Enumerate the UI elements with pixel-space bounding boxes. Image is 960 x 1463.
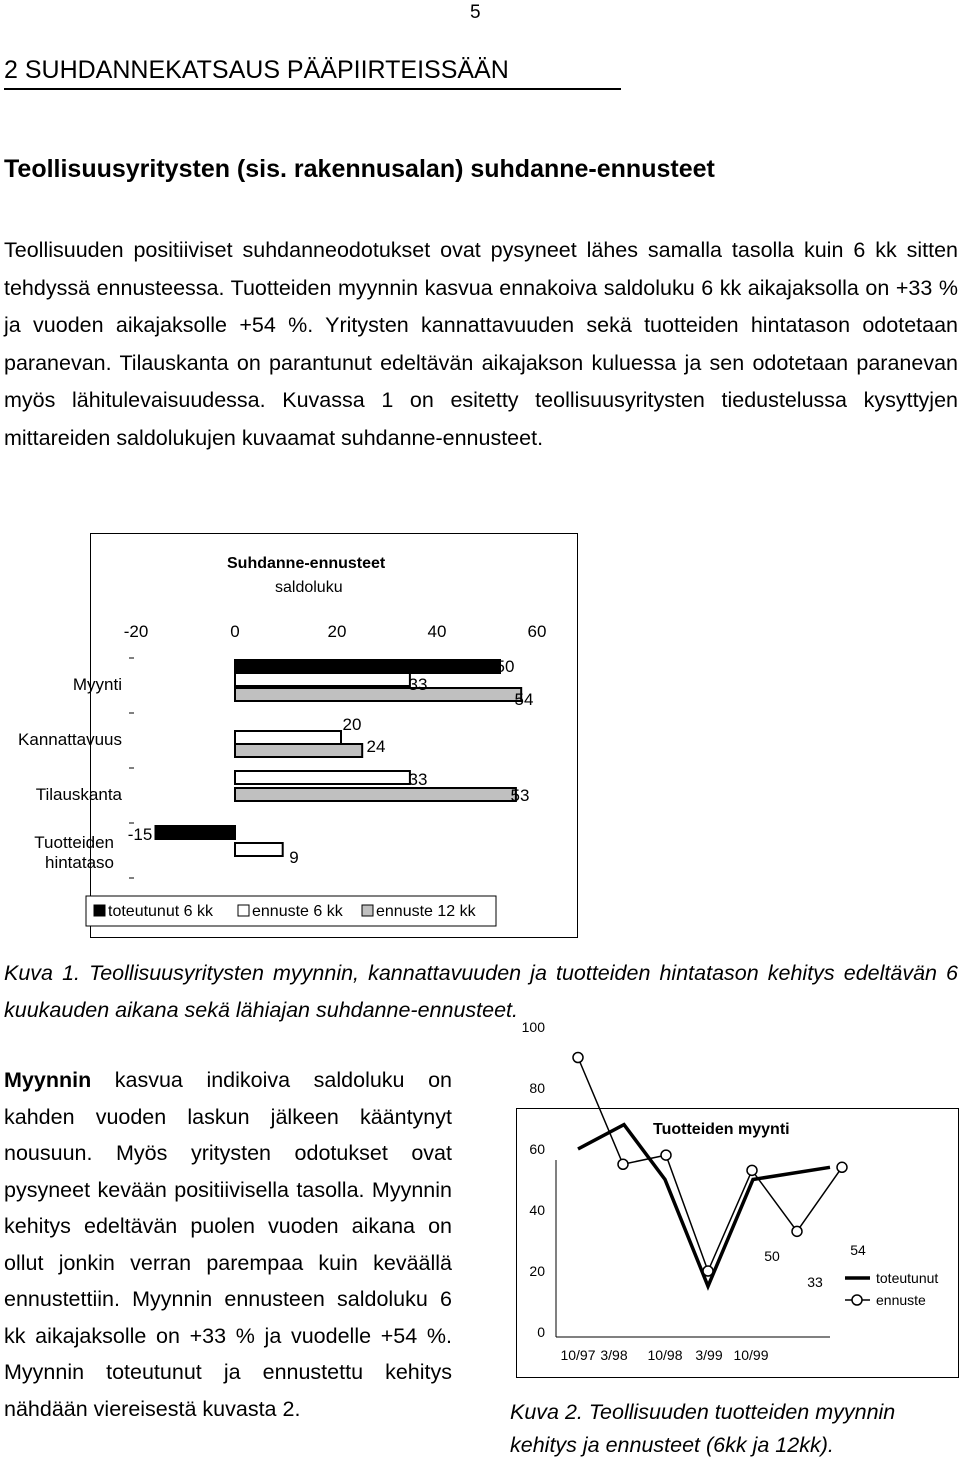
category-label: Tilauskanta	[35, 785, 122, 804]
figure1-caption: Kuva 1. Teollisuusyritysten myynnin, kannattavuuden ja tuotteiden hintatason kehitys edeltävän 6 kuukauden aikana sekä lähiajan suhdanne-ennusteet.	[4, 961, 958, 1022]
ennuste-point	[703, 1266, 713, 1276]
x-tick-label: 3/99	[695, 1347, 723, 1363]
section-heading: 2 SUHDANNEKATSAUS PÄÄPIIRTEISSÄÄN	[4, 56, 509, 84]
category-label: Myynti	[72, 675, 122, 694]
legend-label: toteutunut	[876, 1270, 939, 1286]
x-tick-label: -20	[123, 622, 149, 641]
sales-paragraph-text: kasvua indikoiva saldoluku on kahden vuoden laskun jälkeen kääntynyt nousuun. Myös yritysten odotukset ovat pysyneet kevään positiivisella tasolla. Myynnin kehitys edeltävän puolen vuoden aikana on ollut jonkin verran parempaa kuin keväällä ennustettiin. Myynnin ennusteen saldoluku 6 kk aikajaksolle on +33 % ja vuodelle +54 %. Myynnin toteutunut ja ennustettu kehitys nähdään viereisestä kuvasta 2.	[4, 1068, 452, 1421]
y-tick-label: 20	[529, 1263, 545, 1279]
category-label: hintataso	[45, 853, 114, 872]
x-tick-label: 0	[230, 622, 240, 641]
y-tick-label: 100	[521, 1019, 545, 1035]
x-tick-label: 3/98	[600, 1347, 628, 1363]
line-data-label: 54	[850, 1242, 866, 1258]
category-label: Tuotteiden	[34, 833, 114, 852]
figure2-title: Tuotteiden myynti	[653, 1121, 790, 1138]
bar-data-label: 9	[289, 848, 299, 867]
category-label: Kannattavuus	[18, 730, 122, 749]
bar-data-label: 24	[366, 737, 386, 756]
x-tick-label: 40	[427, 622, 447, 641]
ennuste-point	[661, 1150, 671, 1160]
ennuste-point	[792, 1226, 802, 1236]
bar-data-label: 33	[408, 770, 428, 789]
legend-label: ennuste 12 kk	[376, 903, 476, 920]
legend-label: ennuste	[876, 1292, 926, 1308]
y-tick-label: 40	[529, 1202, 545, 1218]
y-tick-label: 0	[537, 1324, 545, 1340]
x-tick-label: 60	[527, 622, 547, 641]
intro-paragraph: Teollisuuden positiiviset suhdanneodotukset ovat pysyneet lähes samalla tasolla kuin 6 kk sitten tehdyssä ennusteessa. Tuotteiden myynnin kasvua ennakoiva saldoluku 6 kk aikajaksolla on +33 % ja vuoden aikajaksolle +54 %. Yritysten kannattavuuden sekä tuotteiden hintatason odotetaan paranevan. Tilauskanta on parantunut edeltävän aikajakson kuluessa ja sen odotetaan paranevan myös lähitulevaisuudessa. Kuvassa 1 on esitetty teollisuusyritysten tiedustelussa kysyttyjen mittareiden saldolukujen kuvaamat suhdanne-ennusteet.	[4, 238, 958, 450]
x-tick-label: 20	[327, 622, 347, 641]
bar-data-label: 54	[514, 690, 534, 709]
line-data-label: 50	[764, 1248, 780, 1264]
ennuste-point	[573, 1053, 583, 1063]
bar-data-label: -15	[127, 825, 153, 844]
line-data-label: 33	[807, 1274, 823, 1290]
bar-data-label: 20	[342, 715, 362, 734]
legend-label: ennuste 6 kk	[252, 903, 343, 920]
ennuste-point	[747, 1165, 757, 1175]
x-tick-label: 10/97	[560, 1347, 596, 1363]
ennuste-point	[837, 1162, 847, 1172]
y-tick-label: 60	[529, 1141, 545, 1157]
x-tick-label: 10/99	[733, 1347, 769, 1363]
y-tick-label: 80	[529, 1080, 545, 1096]
figure2-caption: Kuva 2. Teollisuuden tuotteiden myynnin kehitys ja ennusteet (6kk ja 12kk).	[510, 1400, 896, 1457]
sales-lead-bold: Myynnin	[4, 1068, 92, 1092]
legend-marker-ennuste	[852, 1295, 862, 1305]
figure1-title: Suhdanne-ennusteet	[227, 555, 386, 572]
ennuste-point	[618, 1159, 628, 1169]
page-number: 5	[470, 2, 481, 23]
subsection-heading: Teollisuusyritysten (sis. rakennusalan) suhdanne-ennusteet	[4, 155, 715, 183]
bar-data-label: 33	[408, 675, 428, 694]
figure1-subtitle: saldoluku	[275, 579, 343, 596]
x-tick-label: 10/98	[647, 1347, 683, 1363]
legend-label: toteutunut 6 kk	[108, 903, 213, 920]
bar-data-label: 50	[495, 657, 515, 676]
bar-data-label: 53	[510, 786, 530, 805]
